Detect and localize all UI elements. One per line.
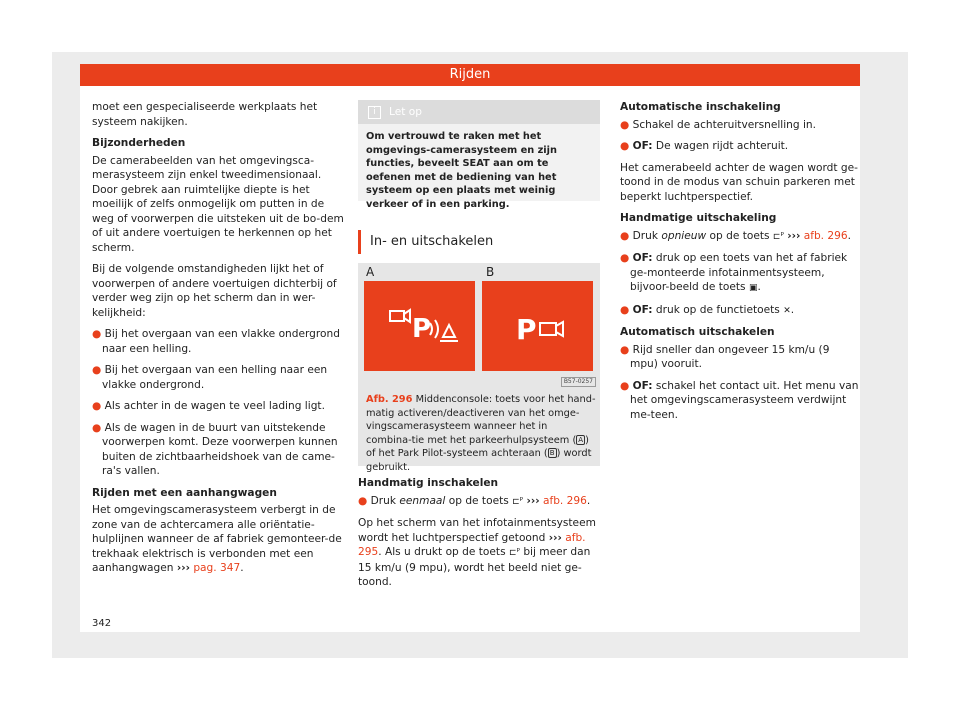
heading-handmatig-inschakelen: Handmatig inschakelen bbox=[358, 477, 499, 489]
list-item: ● Schakel de achteruitversnelling in. bbox=[620, 118, 816, 131]
bullet-icon: ● bbox=[92, 328, 102, 340]
heading-bijzonderheden: Bijzonderheden bbox=[92, 137, 186, 149]
column-1 bbox=[92, 100, 347, 583]
svg-text:P: P bbox=[412, 314, 432, 344]
list-item: ● OF: druk op een toets van het af fabriek ge-monteerde infotainmentsysteem, bijvoor-beeld de toets ▣. bbox=[620, 252, 848, 293]
bullet-icon: ● bbox=[620, 140, 630, 152]
list-item: ● OF: druk op de functietoets ✕. bbox=[620, 303, 795, 316]
camera-key-icon: ▣ bbox=[748, 283, 758, 293]
figure-label-b: B bbox=[486, 265, 495, 279]
park-assist-button-image bbox=[364, 281, 475, 371]
bullet-icon: ● bbox=[620, 229, 630, 242]
note-header bbox=[358, 100, 600, 124]
figure-number: Afb. 296 bbox=[366, 394, 413, 405]
close-icon: ✕ bbox=[783, 305, 791, 316]
list-item: ● Bij het overgaan van een helling naar een vlakke ondergrond. bbox=[92, 364, 328, 391]
column-2-text bbox=[358, 476, 600, 597]
paragraph: Bij de volgende omstandigheden lijkt het of voorwerpen of andere voertuigen dichterbij of verder weg zijn op het scherm dan in wer-kelijkheid: bbox=[92, 263, 337, 319]
bullet-icon: ● bbox=[358, 494, 368, 507]
heading-aanhangwagen: Rijden met een aanhangwagen bbox=[92, 486, 277, 499]
paragraph: Het omgevingscamerasysteem verbergt in de zone van de achtercamera alle oriëntatie-hulplijnen wanneer de af fabriek gemonteer-de trekhaak elektrisch is verbonden met een aanhangwagen ››› pag. 347. bbox=[92, 504, 342, 574]
cross-reference-arrows: ››› bbox=[176, 562, 190, 574]
figure-caption: Afb. 296 Middenconsole: toets voor het hand-matig activeren/deactiveren van het omge-vingscamerasysteem wanneer het in combina-tie met het parkeerhulpsysteem ( A ) of het Park Pilot-systeem achteraan ( B ) wordt gebruikt. bbox=[366, 394, 596, 473]
heading-automatisch-uitschakelen: Automatisch uitschakelen bbox=[620, 326, 775, 338]
paragraph: Het camerabeeld achter de wagen wordt ge-toond in de modus van schuin parkeren met beperkt luchtperspectief. bbox=[620, 161, 858, 203]
page-reference-link[interactable]: pag. 347 bbox=[193, 562, 241, 574]
figure-label-a: A bbox=[366, 265, 375, 279]
bullet-icon: ● bbox=[620, 118, 630, 131]
park-pilot-button-image bbox=[482, 281, 593, 371]
list-item: ● Rijd sneller dan ongeveer 15 km/u (9 mpu) vooruit. bbox=[620, 343, 830, 370]
svg-text:P: P bbox=[516, 313, 537, 346]
paragraph: moet een gespecialiseerde werkplaats het systeem nakijken. bbox=[92, 101, 318, 128]
figure-code: B57-0257 bbox=[561, 377, 596, 387]
note-text: Om vertrouwd te raken met het omgevings-camerasysteem en zijn functies, beveelt SEAT aan om te oefenen met de bediening van het systeem op een plaats met weinig verkeer of in een parking. bbox=[366, 131, 558, 210]
figure-reference-link[interactable]: afb. 296 bbox=[542, 494, 587, 507]
note-box bbox=[358, 100, 600, 210]
heading-automatische-inschakeling: Automatische inschakeling bbox=[620, 101, 781, 113]
bullet-icon: ● bbox=[92, 400, 102, 412]
list-item: ● OF: De wagen rijdt achteruit. bbox=[620, 140, 789, 152]
bullet-icon: ● bbox=[620, 379, 630, 392]
park-camera-icon bbox=[482, 281, 593, 371]
note-title: Let op bbox=[389, 106, 422, 118]
figure-296 bbox=[358, 263, 600, 473]
figure-reference-link[interactable]: afb. 296 bbox=[803, 229, 848, 242]
park-sensor-key-icon: ⊏ᴾ bbox=[512, 496, 524, 507]
list-item: ● Druk eenmaal op de toets ⊏ᴾ ››› afb. 296. bbox=[358, 494, 591, 507]
paragraph: Op het scherm van het infotainmentsysteem wordt het luchtperspectief getoond ››› afb. 295. Als u drukt op de toets ⊏ᴾ bij meer dan 15 km/u (9 mpu), wordt het beeld niet ge-toond. bbox=[358, 517, 596, 588]
list-item: ● Als achter in de wagen te veel lading ligt. bbox=[92, 400, 325, 412]
bullet-icon: ● bbox=[620, 303, 630, 316]
key-a-icon: A bbox=[578, 435, 584, 444]
key-b-icon: B bbox=[549, 449, 555, 457]
column-3 bbox=[620, 100, 860, 429]
bullet-icon: ● bbox=[620, 343, 630, 356]
bullet-icon: ● bbox=[92, 364, 102, 376]
bullet-icon: ● bbox=[92, 421, 102, 434]
list-item: ● Bij het overgaan van een vlakke ondergrond naar een helling. bbox=[92, 328, 340, 355]
heading-handmatige-uitschakeling: Handmatige uitschakeling bbox=[620, 212, 777, 224]
park-sensor-key-icon: ⊏ᴾ bbox=[508, 548, 520, 558]
paragraph: De camerabeelden van het omgevingsca-merasysteem zijn enkel tweedimensionaal. Door gebrek aan ruimtelijke diepte is het moeilijk of zelfs onmogelijk om putten in de weg of voorwerpen die uitsteken uit de bo-dem of uit andere voertuigen te herkennen op het scherm. bbox=[92, 154, 344, 254]
section-title: In- en uitschakelen bbox=[358, 230, 612, 254]
info-icon: i bbox=[368, 106, 381, 119]
park-sensor-key-icon: ⊏ᴾ bbox=[772, 231, 784, 242]
page-number: 342 bbox=[92, 618, 112, 629]
figure-reference-link[interactable]: afb. 295 bbox=[358, 531, 586, 558]
list-item: ● Druk opnieuw op de toets ⊏ᴾ ››› afb. 296. bbox=[620, 229, 852, 242]
chapter-header: Rijden bbox=[80, 64, 860, 86]
bullet-icon: ● bbox=[620, 252, 630, 264]
list-item: ● Als de wagen in de buurt van uitstekende voorwerpen komt. Deze voorwerpen kunnen buiten de zichtbaarheidshoek van de came-ra's vallen. bbox=[92, 421, 338, 477]
list-item: ● OF: schakel het contact uit. Het menu van het omgevingscamerasysteem verdwijnt me-teen. bbox=[620, 379, 859, 421]
park-sensor-camera-icon bbox=[364, 281, 475, 371]
